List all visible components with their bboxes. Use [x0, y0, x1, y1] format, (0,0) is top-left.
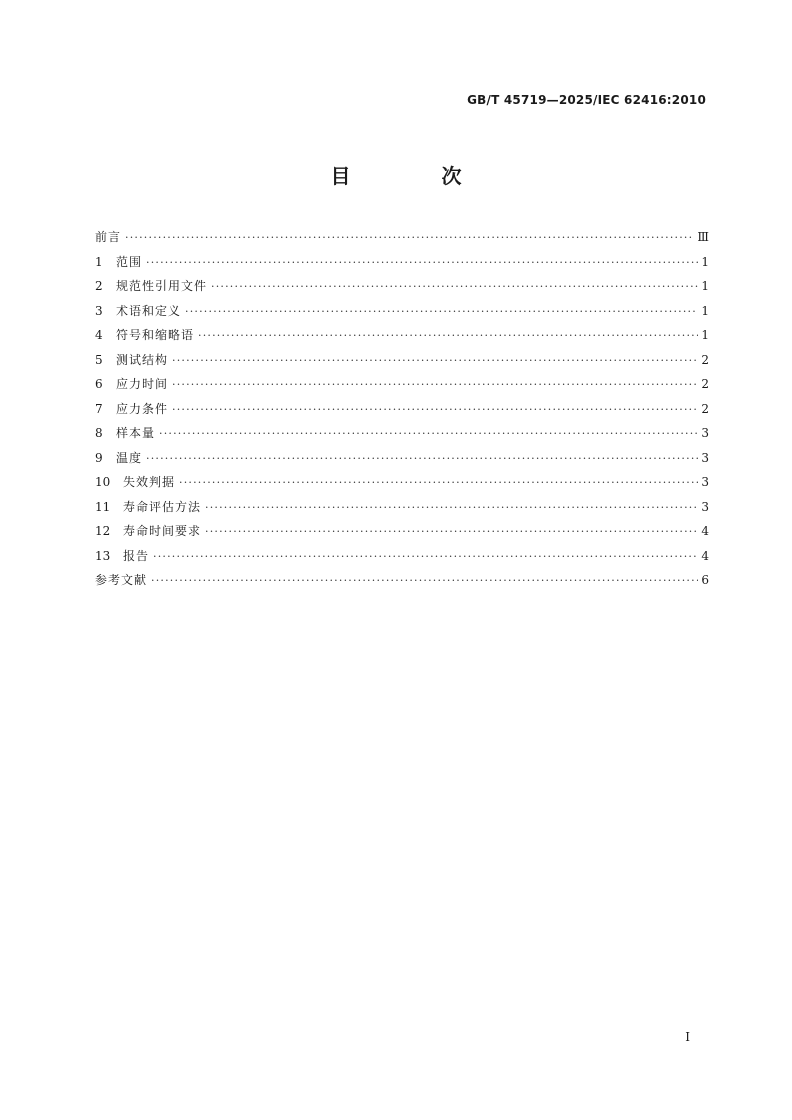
toc-label: 应力时间: [116, 377, 169, 391]
toc-leader-dots: [172, 349, 698, 374]
toc-entry-7[interactable]: [95, 397, 709, 422]
toc-entry-13[interactable]: [95, 544, 709, 569]
toc-label: 规范性引用文件: [116, 279, 208, 293]
toc-entry-6[interactable]: [95, 372, 709, 397]
toc-page-number: 3: [701, 475, 709, 489]
toc-page-number: 2: [701, 377, 709, 391]
toc-page-number: 3: [701, 499, 709, 514]
toc-entry-5[interactable]: [95, 348, 709, 373]
toc-label: 符号和缩略语: [116, 328, 195, 342]
toc-entry-bibliography[interactable]: [95, 568, 709, 593]
toc-leader-dots: [146, 251, 698, 276]
toc-label: 寿命时间要求: [123, 524, 202, 538]
toc-section-number: 11: [95, 499, 111, 514]
toc-leader-dots: [146, 447, 698, 472]
toc-label: 样本量: [116, 426, 156, 440]
toc-entry-2[interactable]: [95, 274, 709, 299]
toc-page-number: 6: [701, 573, 709, 587]
toc-page-number: 1: [701, 254, 709, 269]
toc-leader-dots: [172, 398, 698, 423]
toc-section-number: 3: [95, 303, 103, 318]
toc-entry-3[interactable]: [95, 299, 709, 324]
toc-entry-8[interactable]: [95, 421, 709, 446]
toc-entry-12[interactable]: [95, 519, 709, 544]
page-number: I: [685, 1030, 690, 1044]
toc-label: 参考文献: [95, 573, 148, 587]
toc-page-number: 1: [701, 303, 709, 318]
toc-page-number: 4: [701, 524, 709, 538]
toc-entry-11[interactable]: [95, 495, 709, 520]
toc-entry-10[interactable]: [95, 470, 709, 495]
page-title: 目 次: [330, 164, 504, 188]
toc-label: 前言: [95, 230, 122, 244]
toc-page-number: 3: [701, 450, 709, 465]
toc-leader-dots: [205, 520, 698, 545]
toc-leader-dots: [151, 569, 698, 594]
toc-leader-dots: [205, 496, 698, 521]
toc-label: 寿命评估方法: [123, 499, 202, 514]
toc-leader-dots: [185, 300, 698, 325]
toc-section-number: 4: [95, 328, 103, 342]
toc-label: 报告: [123, 548, 150, 563]
toc-page-number: 3: [701, 426, 709, 440]
toc-label: 范围: [116, 254, 143, 269]
toc-section-number: 5: [95, 352, 103, 367]
toc-page-number: 2: [701, 401, 709, 416]
toc-page-number: 4: [701, 548, 709, 563]
toc-leader-dots: [125, 226, 694, 251]
toc-leader-dots: [172, 373, 698, 398]
toc-section-number: 1: [95, 254, 103, 269]
toc-section-number: 10: [95, 475, 111, 489]
toc-section-number: 6: [95, 377, 103, 391]
standard-number: GB/T 45719—2025/IEC 62416:2010: [467, 93, 706, 107]
toc-leader-dots: [198, 324, 698, 349]
toc-section-number: 8: [95, 426, 103, 440]
toc-section-number: 9: [95, 450, 103, 465]
toc-entry-4[interactable]: [95, 323, 709, 348]
toc-leader-dots: [159, 422, 698, 447]
toc-section-number: 13: [95, 548, 111, 563]
toc-label: 测试结构: [116, 352, 169, 367]
toc-page-number: 1: [701, 279, 709, 293]
toc-leader-dots: [211, 275, 698, 300]
toc-label: 术语和定义: [116, 303, 182, 318]
toc-section-number: 12: [95, 524, 111, 538]
toc-entry-9[interactable]: [95, 446, 709, 471]
toc-page-number: 1: [701, 328, 709, 342]
toc-entry-1[interactable]: [95, 250, 709, 275]
toc-entry-foreword[interactable]: [95, 225, 709, 250]
toc-leader-dots: [153, 545, 698, 570]
toc-page-number: 2: [701, 352, 709, 367]
toc-label: 失效判据: [123, 475, 176, 489]
toc-section-number: 2: [95, 279, 103, 293]
toc-leader-dots: [179, 471, 698, 496]
toc-section-number: 7: [95, 401, 103, 416]
toc-label: 温度: [116, 450, 143, 465]
toc-page-number: Ⅲ: [697, 230, 709, 244]
table-of-contents: [95, 225, 709, 593]
toc-label: 应力条件: [116, 401, 169, 416]
